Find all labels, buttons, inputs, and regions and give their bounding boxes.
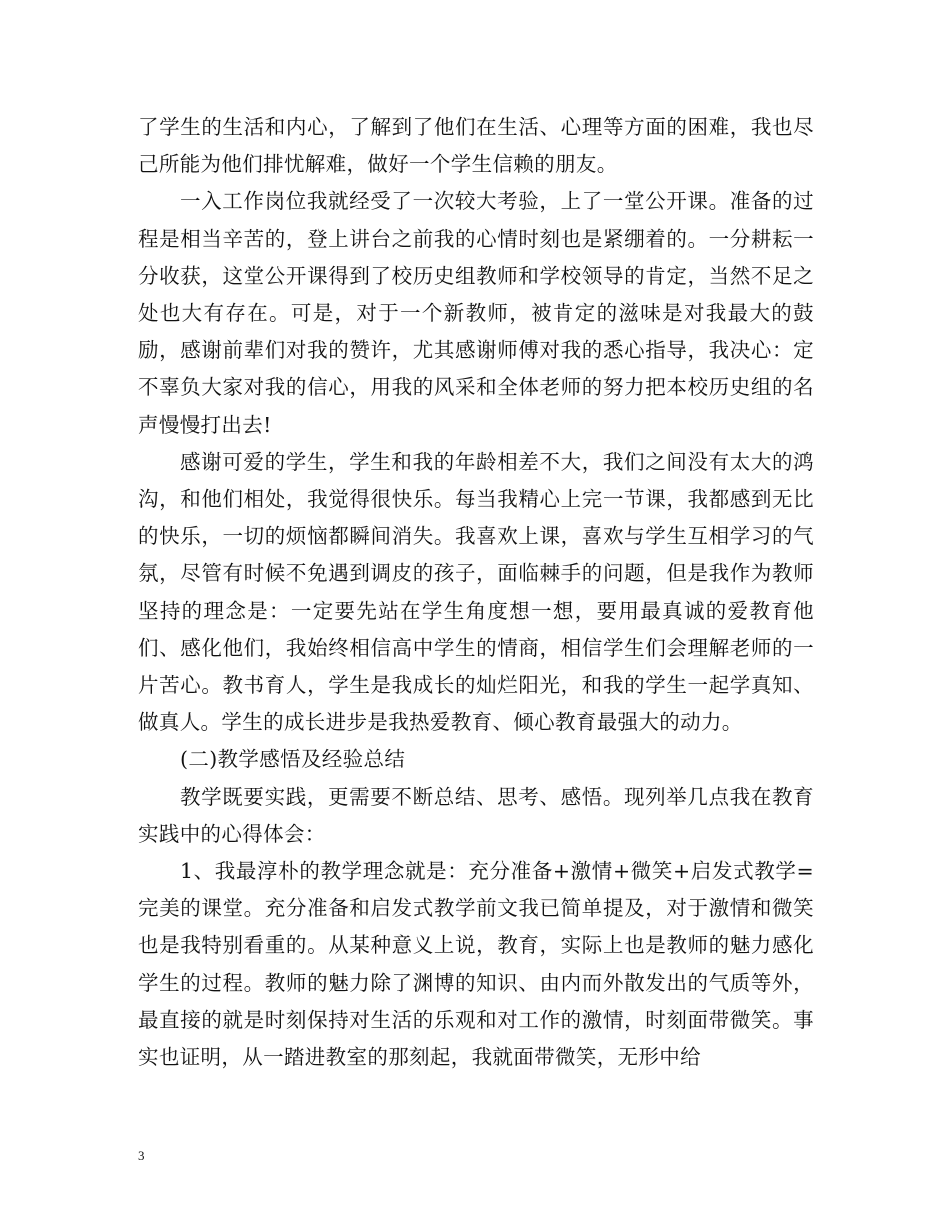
paragraph-students: 感谢可爱的学生，学生和我的年龄相差不大，我们之间没有太大的鸿沟，和他们相处，我觉得很快乐。每当我精心上完一节课，我都感到无比的快乐，一切的烦恼都瞬间消失。我喜欢上课，喜欢与学生互相学习的气氛，尽管有时候不免遇到调皮的孩子，面临棘手的问题，但是我作为教师坚持的理念是：一定要先站在学生角度想一想，要用最真诚的爱教育他们、感化他们，我始终相信高中学生的情商，相信学生们会理解老师的一片苦心。教书育人，学生是我成长的灿烂阳光，和我的学生一起学真知、做真人。学生的成长进步是我热爱教育、倾心教育最强大的动力。 bbox=[138, 449, 814, 735]
section-heading: (二)教学感悟及经验总结 bbox=[180, 747, 406, 772]
page-number: 3 bbox=[138, 1148, 145, 1163]
paragraph-teaching-philosophy: 1、我最淳朴的教学理念就是：充分准备+激情+微笑+启发式教学=完美的课堂。充分准备和启发式教学前文我已简单提及，对于激情和微笑也是我特别看重的。从某种意义上说，教育，实际上也是教师的魅力感化学生的过程。教师的魅力除了渊博的知识、由内而外散发出的气质等外，最直接的就是时刻保持对生活的乐观和对工作的激情，时刻面带微笑。事实也证明，从一踏进教室的那刻起，我就面带微笑，无形中给 bbox=[138, 859, 814, 1070]
paragraph-continuation: 了学生的生活和内心，了解到了他们在生活、心理等方面的困难，我也尽己所能为他们排忧解难，做好一个学生信赖的朋友。 bbox=[138, 115, 814, 177]
paragraph-public-lesson: 一入工作岗位我就经受了一次较大考验，上了一堂公开课。准备的过程是相当辛苦的，登上讲台之前我的心情时刻也是紧绷着的。一分耕耘一分收获，这堂公开课得到了校历史组教师和学校领导的肯定，当然不足之处也大有存在。可是，对于一个新教师，被肯定的滋味是对我最大的鼓励，感谢前辈们对我的赞许，尤其感谢师傅对我的悉心指导，我决心：定不辜负大家对我的信心，用我的风采和全体老师的努力把本校历史组的名声慢慢打出去! bbox=[138, 189, 814, 437]
document-body bbox=[138, 109, 814, 1076]
paragraph-teaching-reflection: 教学既要实践，更需要不断总结、思考、感悟。现列举几点我在教育实践中的心得体会： bbox=[138, 784, 814, 846]
